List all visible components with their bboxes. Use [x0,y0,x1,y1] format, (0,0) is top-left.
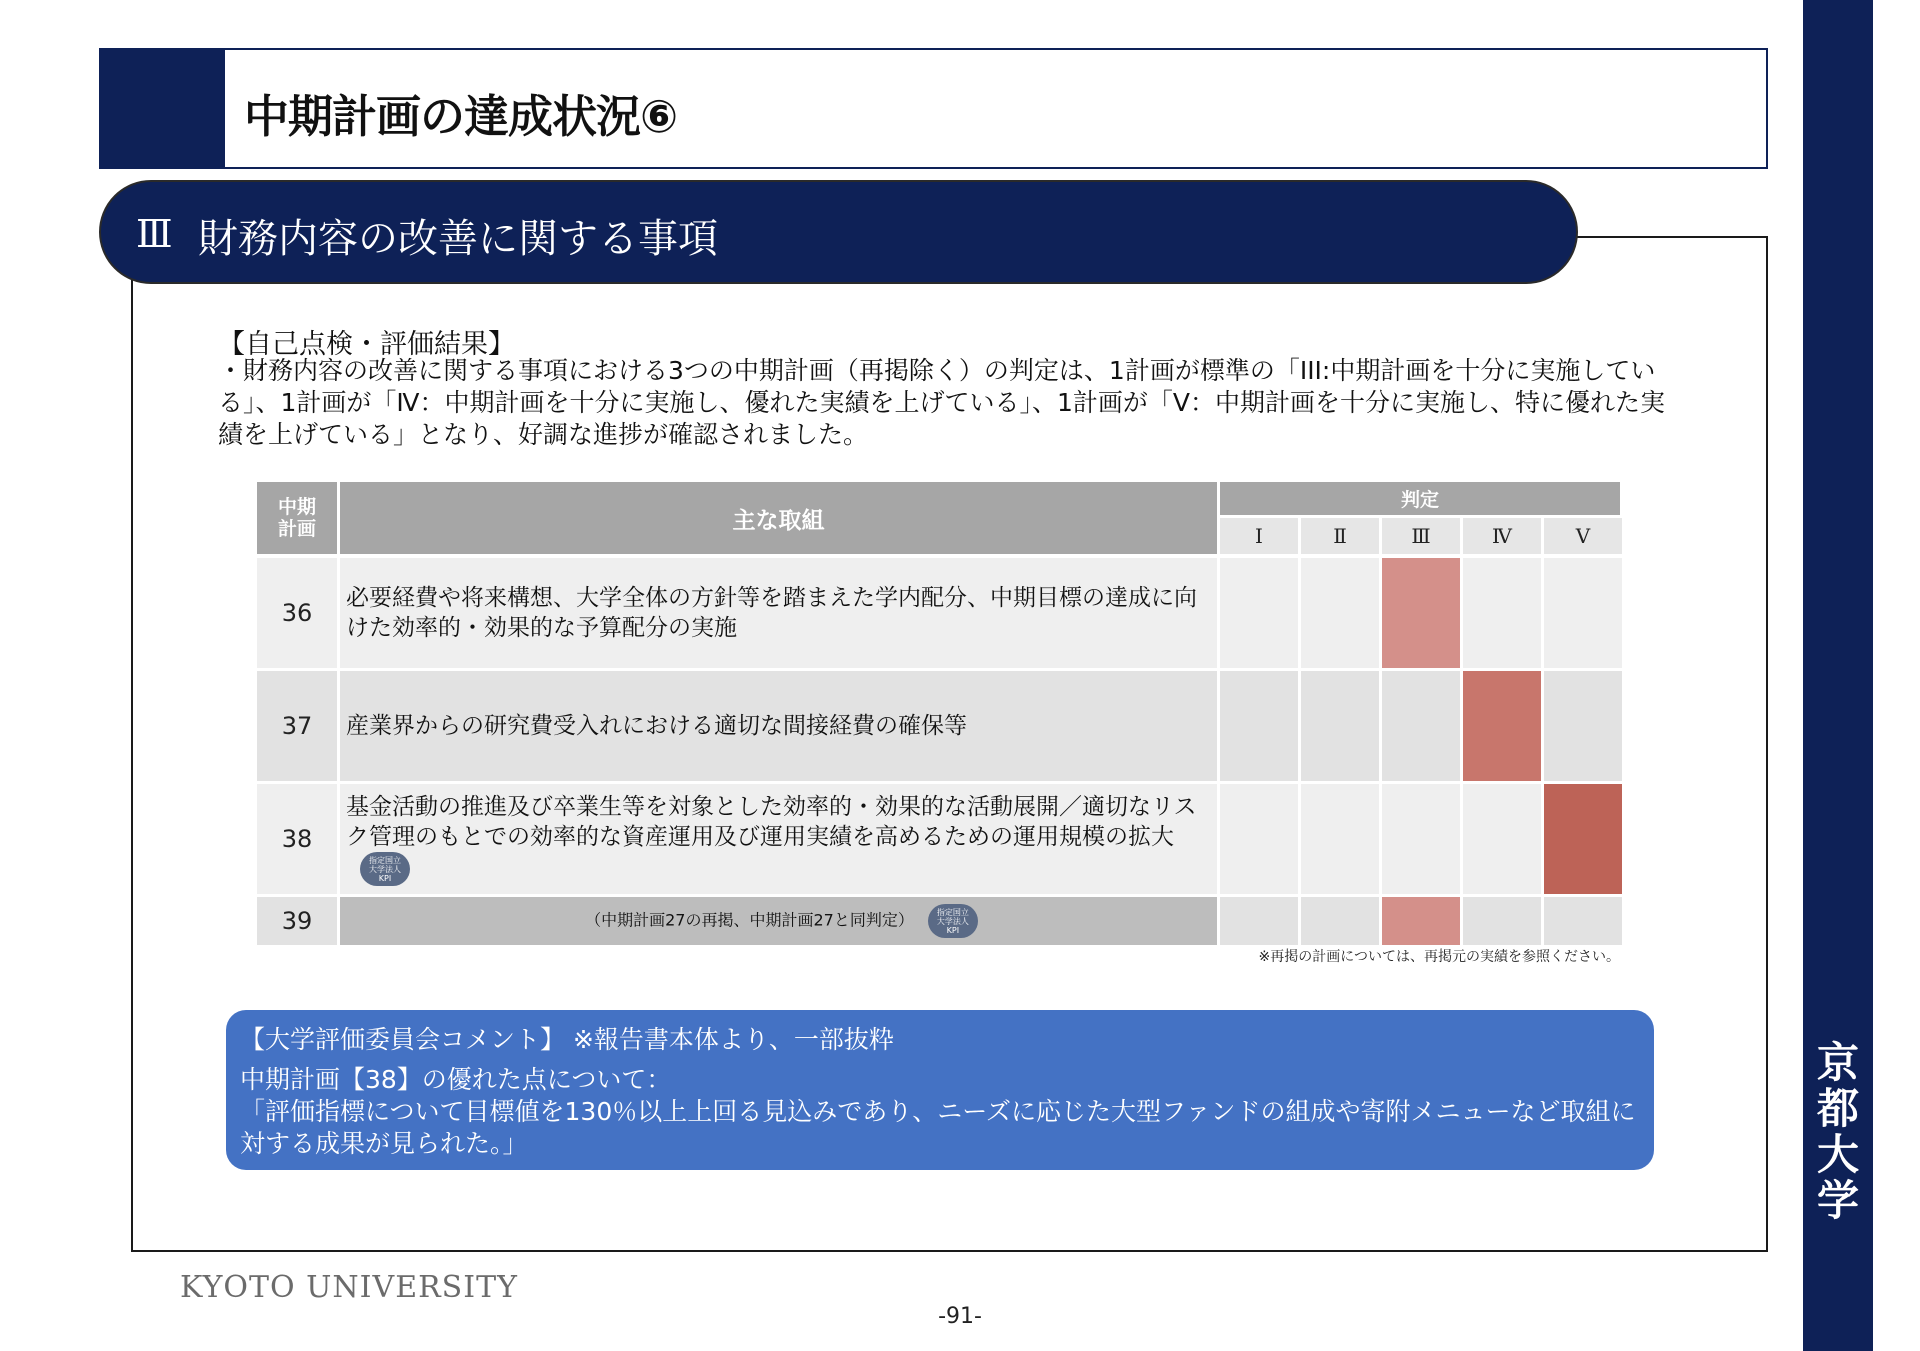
row-number: 38 [257,784,337,894]
row-description-text [346,792,1217,886]
level-header: Ⅲ [1382,518,1460,554]
row-number: 36 [257,558,337,668]
row-description [340,558,1217,668]
table-header-plan-line: 計画 [277,518,316,540]
kpi-badge-icon: 指定国立 大学法人 KPI [360,852,410,886]
page-title: 中期計画の達成状況⑥ [244,90,678,143]
logo-character: 学 [1816,1176,1859,1225]
judgment-cell [1301,897,1379,945]
judgment-cell-marked [1463,671,1541,781]
row-description-text [346,711,967,741]
self-evaluation-heading: 【自己点検・評価結果】 [218,329,515,360]
committee-comment-line: 中期計画【38】の優れた点について： [240,1065,672,1094]
judgment-cell [1544,558,1622,668]
judgment-cell [1382,671,1460,781]
judgment-cell [1301,671,1379,781]
judgment-cell [1220,671,1298,781]
judgment-cell [1301,558,1379,668]
judgment-cell [1301,784,1379,894]
judgment-cell [1463,784,1541,894]
table-header-main: 主な取組 [340,482,1217,554]
table-header-plan-line: 中期 [277,496,316,518]
title-accent-block [99,48,225,169]
row-description [340,784,1217,894]
level-header: Ⅱ [1301,518,1379,554]
judgment-cell [1220,897,1298,945]
university-logo [1803,1040,1873,1240]
kpi-badge-icon: 指定国立 大学法人 KPI [928,904,978,938]
level-header: Ⅴ [1544,518,1622,554]
logo-character: 大 [1816,1130,1859,1179]
table-header-judgment: 判定 [1220,482,1620,515]
row-description [340,897,1217,945]
judgment-cell [1544,897,1622,945]
section-number: Ⅲ [136,212,173,256]
logo-character: 京 [1816,1038,1859,1087]
judgment-cell-marked [1382,897,1460,945]
row-number: 37 [257,671,337,781]
level-header: Ⅳ [1463,518,1541,554]
judgment-cell [1544,671,1622,781]
judgment-cell [1220,558,1298,668]
self-evaluation-body: ・財務内容の改善に関する事項における3つの中期計画（再掲除く）の判定は、1計画が標準の「III:中期計画を十分に実施している」、1計画が「Ⅳ：中期計画を十分に実施し、優れた実績を上げている」、1計画が「Ⅴ：中期計画を十分に実施し、特に優れた実績を上げている」となり、好調な進捗が確認されました。 [218,356,1665,449]
judgment-cell [1220,784,1298,894]
row-description-label: 基金活動の推進及び卒業生等を対象とした効率的・効果的な活動展開／適切なリスク管理のもとでの効率的な資産運用及び運用実績を高めるための運用規模の拡大 [346,794,1197,850]
table-note: ※再掲の計画については、再掲元の実績を参照ください。 [1258,949,1620,965]
judgment-cell [1463,897,1541,945]
section-title: 財務内容の改善に関する事項 [198,216,718,262]
level-header: Ⅰ [1220,518,1298,554]
judgment-cell-marked [1382,558,1460,668]
table-header-plan [257,482,337,554]
footer-university: KYOTO UNIVERSITY [180,1270,518,1305]
row-description-label: 必要経費や将来構想、大学全体の方針等を踏まえた学内配分、中期目標の達成に向けた効率的・効果的な予算配分の実施 [346,585,1197,641]
judgment-cell [1382,784,1460,894]
row-description-text [346,583,1217,643]
row-number: 39 [257,897,337,945]
judgment-cell-marked [1544,784,1622,894]
row-description-text [585,904,978,938]
judgment-cell [1463,558,1541,668]
row-description [340,671,1217,781]
row-description-label: （中期計画27の再掲、中期計画27と同判定） [585,910,914,930]
row-description-label: 産業界からの研究費受入れにおける適切な間接経費の確保等 [346,713,967,739]
page-number: -91- [938,1304,982,1329]
committee-comment-heading: 【大学評価委員会コメント】 ※報告書本体より、一部抜粋 [240,1025,894,1054]
committee-comment-line: 「評価指標について目標値を130％以上上回る見込みであり、ニーズに応じた大型ファンドの組成や寄附メニューなど取組に対する成果が見られた。」 [240,1097,1636,1158]
committee-comment-body [240,1064,1640,1160]
logo-character: 都 [1816,1084,1859,1133]
